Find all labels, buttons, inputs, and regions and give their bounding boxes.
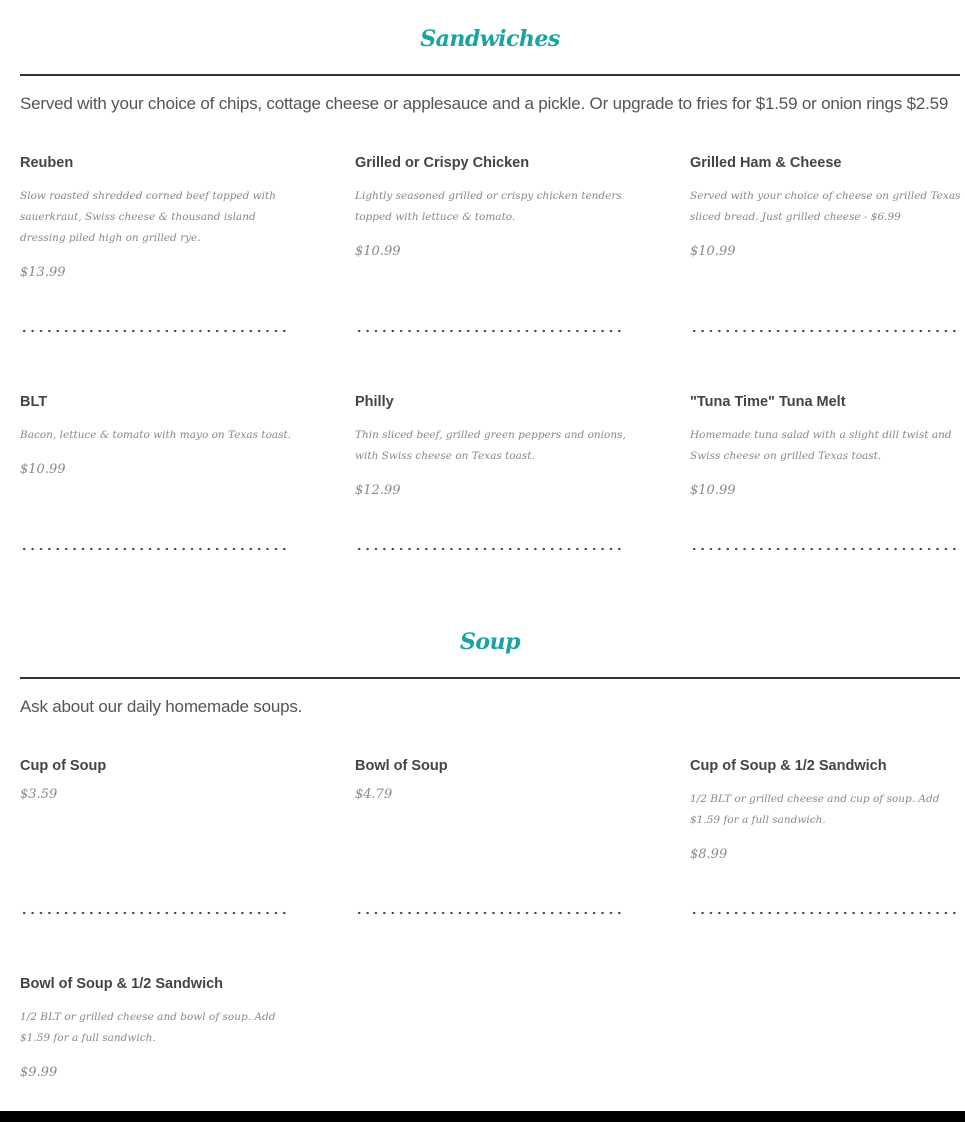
item-price: $13.99 — [20, 265, 66, 280]
soup-divider — [20, 677, 960, 679]
item-description: 1/2 BLT or grilled cheese and bowl of soup. Add $1.59 for a full sandwich. — [20, 1011, 276, 1044]
dotted-separator — [355, 329, 625, 333]
item-price: $3.59 — [20, 787, 58, 802]
item-price: $9.99 — [20, 1065, 58, 1080]
menu-item-bowl-of-soup — [355, 755, 630, 805]
item-price: $10.99 — [690, 244, 736, 259]
item-name: BLT — [20, 394, 48, 410]
dotted-separator — [355, 911, 625, 915]
item-price: $10.99 — [355, 244, 401, 259]
menu-item-tuna-melt — [690, 391, 965, 501]
item-price: $8.99 — [690, 847, 728, 862]
item-price: $10.99 — [690, 483, 736, 498]
item-name: Cup of Soup — [20, 758, 107, 774]
item-description: Served with your choice of cheese on grilled Texas sliced bread. Just grilled cheese - $6.99 — [690, 190, 961, 223]
item-description: Homemade tuna salad with a slight dill twist and Swiss cheese on grilled Texas toast. — [690, 429, 952, 462]
item-description: Bacon, lettuce & tomato with mayo on Texas toast. — [20, 429, 292, 441]
menu-item-bowl-soup-half-sandwich — [20, 973, 295, 1083]
dotted-separator — [20, 911, 290, 915]
dotted-separator — [20, 547, 290, 551]
item-name: Bowl of Soup — [355, 758, 448, 774]
footer-bar — [0, 1111, 965, 1122]
item-name: Reuben — [20, 155, 74, 171]
item-name: Bowl of Soup & 1/2 Sandwich — [20, 976, 224, 992]
menu-item-cup-soup-half-sandwich — [690, 755, 965, 865]
item-description: Thin sliced beef, grilled green peppers and onions, with Swiss cheese on Texas toast. — [355, 429, 626, 462]
menu-item-chicken — [355, 152, 630, 262]
sandwiches-divider — [20, 74, 960, 76]
item-name: Grilled or Crispy Chicken — [355, 155, 530, 171]
item-name: Grilled Ham & Cheese — [690, 155, 842, 171]
dotted-separator — [355, 547, 625, 551]
menu-item-cup-of-soup — [20, 755, 295, 805]
soup-intro: Ask about our daily homemade soups. — [20, 697, 303, 716]
dotted-separator — [690, 911, 960, 915]
item-name: "Tuna Time" Tuna Melt — [690, 394, 846, 410]
dotted-separator — [690, 329, 960, 333]
item-description: 1/2 BLT or grilled cheese and cup of soup. Add $1.59 for a full sandwich. — [690, 793, 940, 826]
item-description: Lightly seasoned grilled or crispy chicken tenders topped with lettuce & tomato. — [355, 190, 622, 223]
dotted-separator — [690, 547, 960, 551]
dotted-separator — [20, 329, 290, 333]
item-price: $10.99 — [20, 462, 66, 477]
sandwiches-intro: Served with your choice of chips, cottage cheese or applesauce and a pickle. Or upgrade to fries for $1.59 or onion rings $2.59 — [20, 94, 949, 113]
item-description: Slow roasted shredded corned beef topped with sauerkraut, Swiss cheese & thousand island dressing piled high on grilled rye. — [20, 190, 276, 244]
menu-item-reuben — [20, 152, 295, 283]
menu-item-philly — [355, 391, 630, 501]
item-price: $12.99 — [355, 483, 401, 498]
item-price: $4.79 — [355, 787, 393, 802]
sandwiches-heading: Sandwiches — [420, 26, 560, 52]
menu-item-ham-cheese — [690, 152, 965, 262]
item-name: Philly — [355, 394, 394, 410]
menu-item-blt — [20, 391, 295, 480]
soup-heading: Soup — [460, 629, 520, 655]
item-name: Cup of Soup & 1/2 Sandwich — [690, 758, 887, 774]
